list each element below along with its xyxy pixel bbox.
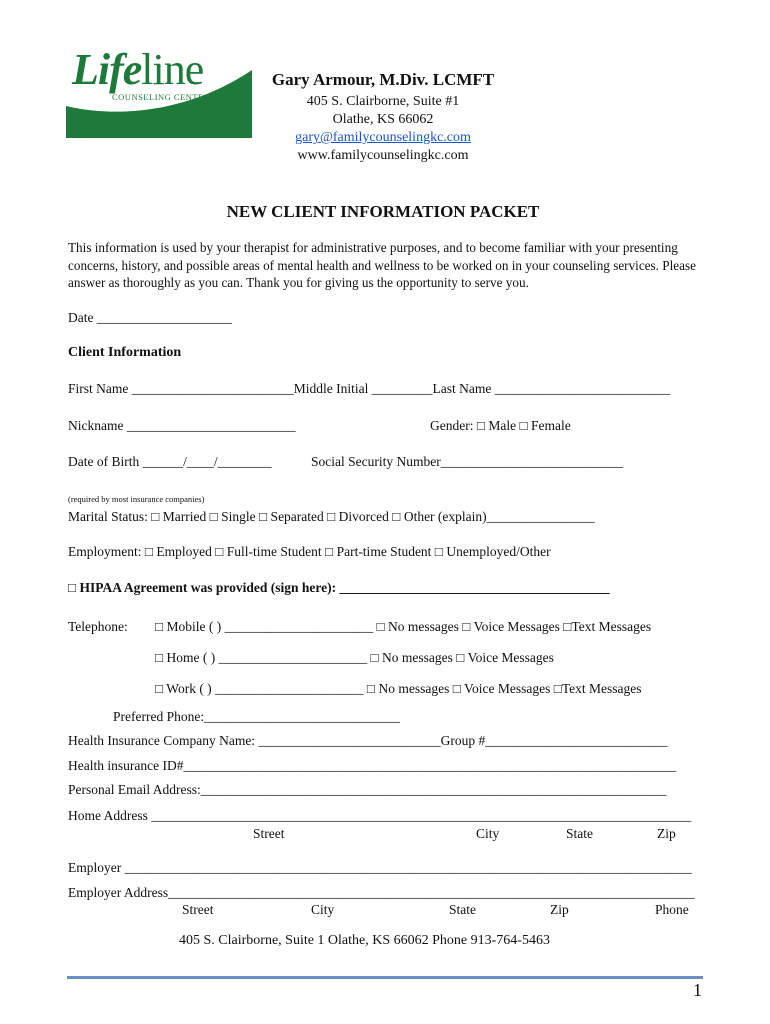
page-title: NEW CLIENT INFORMATION PACKET [226,202,540,221]
employer-street-label: Street [182,902,214,917]
phone-mobile[interactable]: □ Mobile ( ) ______________________ □ No messages □ Voice Messages □Text Messages [155,619,652,634]
email-link[interactable]: gary@familycounselingkc.com [295,130,471,145]
hipaa-signature[interactable]: □ HIPAA Agreement was provided (sign here): ________________________________________ [68,580,610,595]
employer-address[interactable]: Employer Address______________________________________________________________________________ [68,885,695,900]
home-state-label: State [566,826,593,841]
intro-paragraph: This information is used by your therapist for administrative purposes, and to become familiar with your presenting concerns, history, and possible areas of mental health and wellness to be worked on in your counseling services. Please answer as thoroughly as you can. Thank you for giving us the opportunity to serve you. [68,240,696,290]
insurance-id[interactable]: Health insurance ID#_________________________________________________________________________ [68,758,677,773]
home-address[interactable]: Home Address ________________________________________________________________________________ [68,808,692,823]
employer-state-label: State [449,902,476,917]
phone-home[interactable]: □ Home ( ) ______________________ □ No messages □ Voice Messages [155,650,554,665]
address-line-1: 405 S. Clairborne, Suite #1 [306,94,460,109]
page-number: 1 [693,980,702,1000]
address-line-2: Olathe, KS 66062 [332,112,434,127]
lifeline-logo [66,44,252,138]
required-note: (required by most insurance companies) [68,494,205,504]
footer-divider [67,976,703,979]
employer-city-label: City [311,902,335,917]
preferred-phone[interactable]: Preferred Phone:_____________________________ [113,709,400,724]
employer[interactable]: Employer ____________________________________________________________________________________ [68,860,692,875]
employer-phone-label: Phone [655,902,689,917]
home-street-label: Street [253,826,285,841]
employment-status[interactable]: Employment: □ Employed □ Full-time Student □ Part-time Student □ Unemployed/Other [68,544,551,559]
home-city-label: City [476,826,500,841]
telephone-label: Telephone: [68,619,128,634]
ssn-field[interactable]: Social Security Number___________________________ [311,454,623,469]
date-field[interactable]: Date ____________________ [68,310,232,325]
logo-wordmark: Lifeline [72,45,204,94]
insurance-company[interactable]: Health Insurance Company Name: ___________________________Group #___________________________ [68,733,668,748]
website: www.familycounselingkc.com [297,148,469,163]
logo-subtitle: COUNSELING CENTER [112,92,210,102]
name-fields[interactable]: First Name ________________________Middle Initial _________Last Name __________________________ [68,381,671,396]
home-zip-label: Zip [657,826,676,841]
client-info-heading: Client Information [68,345,182,360]
footer-address: 405 S. Clairborne, Suite 1 Olathe, KS 66062 Phone 913-764-5463 [179,933,550,948]
employer-zip-label: Zip [550,902,569,917]
personal-email[interactable]: Personal Email Address:_____________________________________________________________________ [68,782,667,797]
marital-status[interactable]: Marital Status: □ Married □ Single □ Separated □ Divorced □ Other (explain)________________ [68,509,595,524]
dob-field[interactable]: Date of Birth ______/____/________ [68,454,272,469]
gender-options[interactable]: Gender: □ Male □ Female [430,418,571,433]
therapist-name: Gary Armour, M.Div. LCMFT [271,70,495,89]
phone-work[interactable]: □ Work ( ) ______________________ □ No messages □ Voice Messages □Text Messages [155,681,642,696]
nickname-field[interactable]: Nickname _________________________ [68,418,296,433]
